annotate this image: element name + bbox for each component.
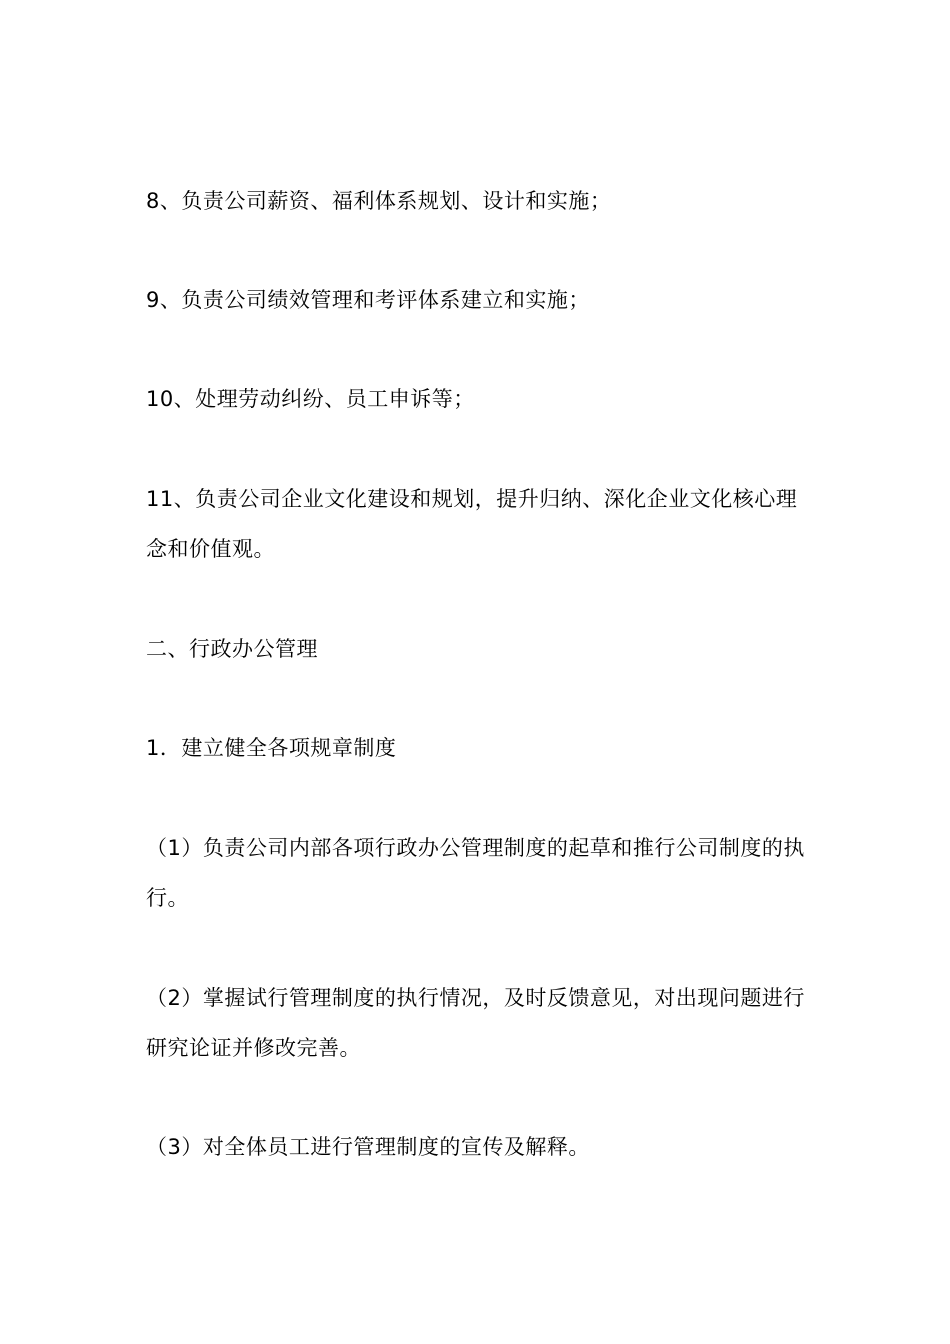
list-item-9: 9、负责公司绩效管理和考评体系建立和实施； <box>146 288 590 312</box>
sub-item-1: （1）负责公司内部各项行政办公管理制度的起草和推行公司制度的执行。 <box>146 836 805 910</box>
sub-item-2: （2）掌握试行管理制度的执行情况，及时反馈意见，对出现问题进行研究论证并修改完善。 <box>146 986 805 1060</box>
list-item-11: 11、负责公司企业文化建设和规划，提升归纳、深化企业文化核心理念和价值观。 <box>146 487 798 561</box>
list-item-8: 8、负责公司薪资、福利体系规划、设计和实施； <box>146 189 612 213</box>
subsection-heading: 1．建立健全各项规章制度 <box>146 736 397 760</box>
section-heading: 二、行政办公管理 <box>146 637 318 661</box>
sub-item-3: （3）对全体员工进行管理制度的宣传及解释。 <box>146 1135 590 1159</box>
list-item-10: 10、处理劳动纠纷、员工申诉等； <box>146 387 475 411</box>
